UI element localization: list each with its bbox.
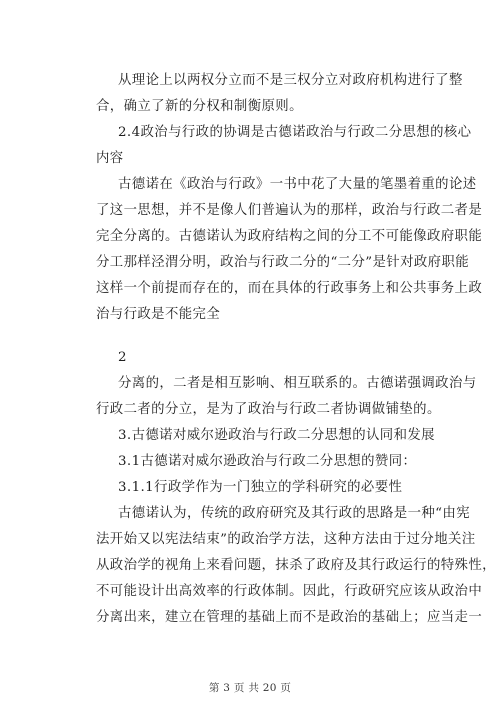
text-line: 古德诺在《政治与行政》一书中花了大量的笔墨着重的论述 — [118, 177, 477, 192]
text-line: 不可能设计出高效率的行政体制。因此，行政研究应该从政治中 — [96, 584, 483, 599]
text-line: 行政二者的分立，是为了政治与行政二者协调做铺垫的。 — [96, 402, 441, 417]
text-line: 了这一思想，并不是像人们普遍认为的那样，政治与行政二者是 — [96, 203, 483, 218]
text-line: 法开始又以宪法结束”的政治学方法，这种方法由于过分地关注 — [96, 532, 476, 547]
text-line: 从政治学的视角上来看问题，抹杀了政府及其行政运行的特殊性， — [96, 558, 496, 573]
text-line: 分离出来，建立在管理的基础上而不是政治的基础上；应当走一 — [96, 610, 483, 625]
page-footer: 第 3 页 共 20 页 — [208, 682, 292, 694]
text-line: 治与行政是不能完全 — [96, 307, 221, 322]
section-heading: 3.古德诺对威尔逊政治与行政二分思想的认同和发展 — [118, 428, 435, 443]
inline-number: 2 — [118, 350, 127, 365]
section-heading: 2.4政治与行政的协调是古德诺政治与行政二分思想的核心 — [118, 125, 472, 140]
subsection-heading: 3.1古德诺对威尔逊政治与行政二分思想的赞同： — [118, 454, 417, 469]
section-heading-continued: 内容 — [96, 151, 124, 166]
text-line: 分工那样泾渭分明，政治与行政二分的“二分”是针对政府职能 — [96, 255, 470, 270]
text-line: 合，确立了新的分权和制衡原则。 — [96, 99, 303, 114]
text-line: 古德诺认为，传统的政府研究及其行政的思路是一种“由宪 — [118, 506, 471, 521]
text-line: 分离的，二者是相互影响、相互联系的。古德诺强调政治与 — [118, 376, 477, 391]
subsection-heading: 3.1.1行政学作为一门独立的学科研究的必要性 — [118, 480, 403, 495]
text-line: 从理论上以两权分立而不是三权分立对政府机构进行了整 — [118, 73, 463, 88]
text-line: 这样一个前提而存在的，而在具体的行政事务上和公共事务上政 — [96, 281, 483, 296]
text-line: 完全分离的。古德诺认为政府结构之间的分工不可能像政府职能 — [96, 229, 483, 244]
